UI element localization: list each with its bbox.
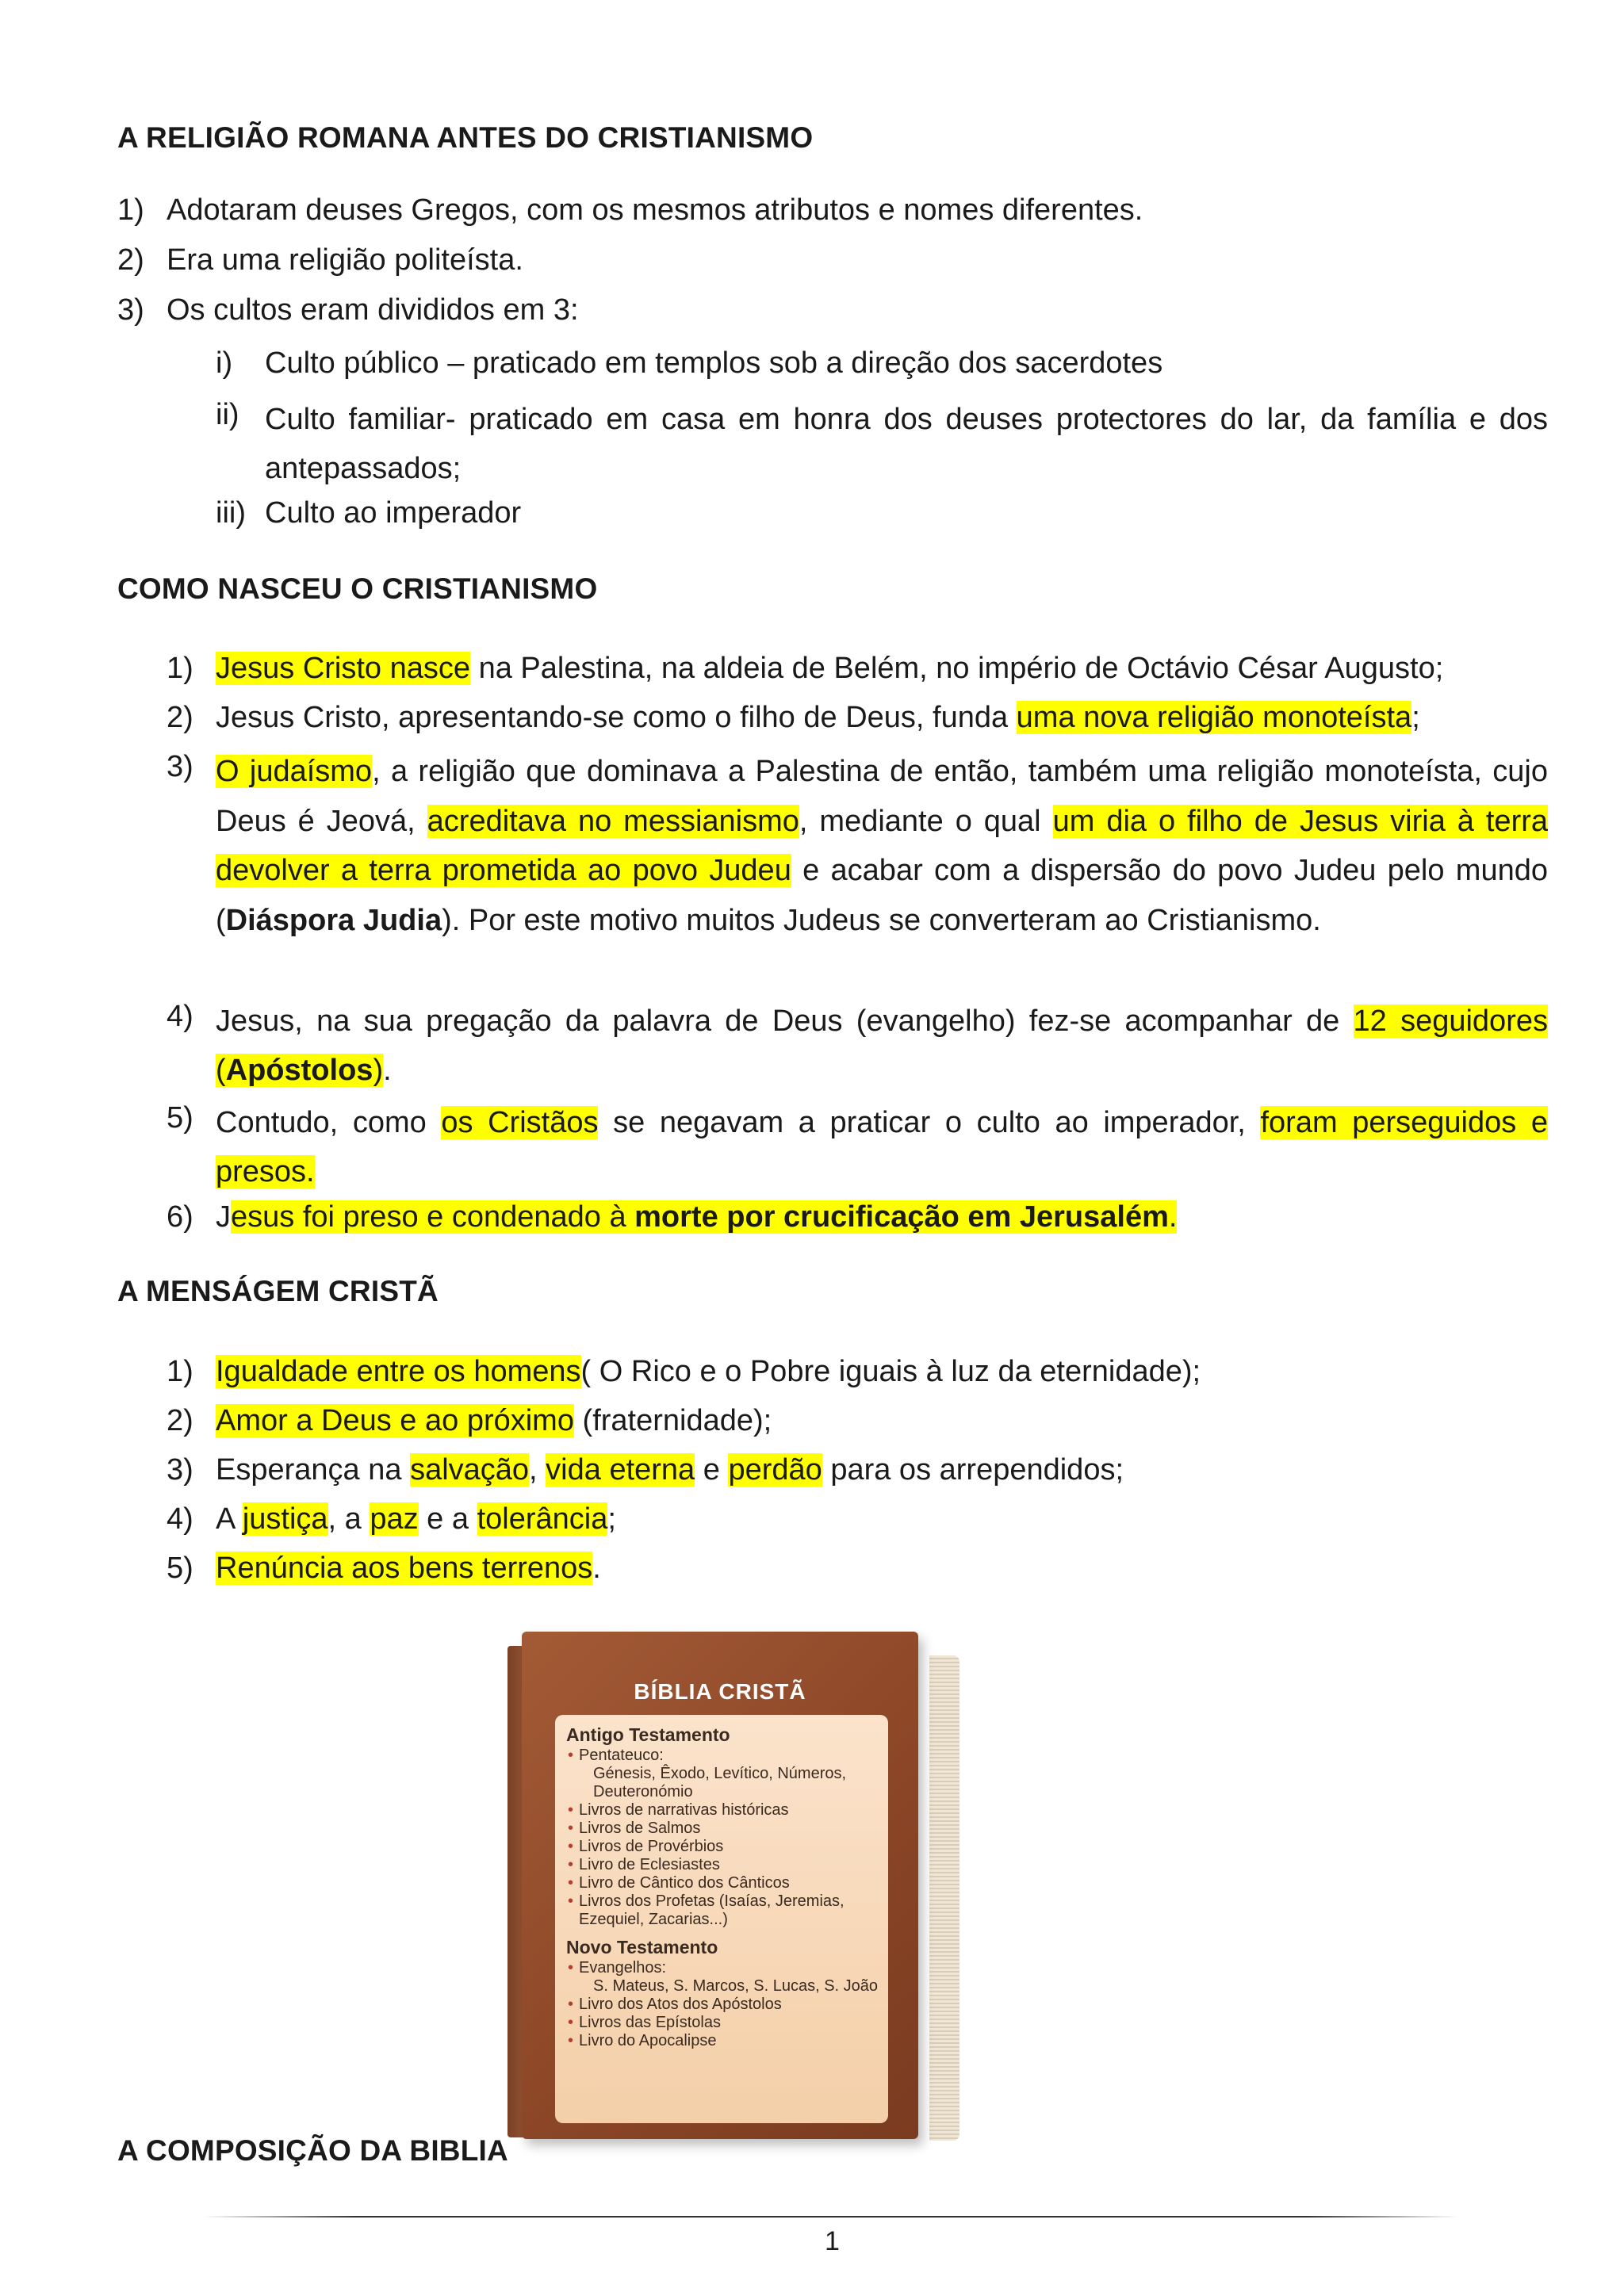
list-number: 1) xyxy=(117,193,144,227)
highlight: esus foi preso e condenado à morte por crucificação em Jerusalém. xyxy=(231,1200,1178,1234)
old-testament-heading: Antigo Testamento xyxy=(566,1724,730,1745)
book-pages xyxy=(929,1655,959,2141)
list-number: 4) xyxy=(167,1000,193,1033)
book-contents xyxy=(566,1723,883,2050)
list-number: 3) xyxy=(117,293,144,327)
book-item: • Evangelhos: xyxy=(566,1959,883,1977)
footer-divider xyxy=(205,2216,1457,2218)
list-item: Amor a Deus e ao próximo (fraternidade); xyxy=(216,1404,772,1437)
list-number: 6) xyxy=(167,1200,193,1234)
sublist-number: ii) xyxy=(216,398,239,431)
list-number: 2) xyxy=(167,1404,193,1437)
list-number: 3) xyxy=(167,750,193,783)
list-item: Jesus foi preso e condenado à morte por crucificação em Jerusalém. xyxy=(216,1200,1178,1234)
list-number: 5) xyxy=(167,1101,193,1135)
book-item: • Livros de Salmos xyxy=(566,1820,883,1838)
list-item: Adotaram deuses Gregos, com os mesmos atributos e nomes diferentes. xyxy=(167,193,1143,227)
book-item: • Livros dos Profetas (Isaías, Jeremias, Ezequiel, Zacarias...) xyxy=(566,1892,883,1929)
book-item: • Livro dos Atos dos Apóstolos xyxy=(566,1996,883,2014)
section-heading: A MENSÁGEM CRISTÃ xyxy=(117,1275,439,1307)
list-number: 5) xyxy=(167,1552,193,1585)
list-item: O judaísmo, a religião que dominava a Palestina de então, também uma religião monoteísta, cujo Deus é Jeová, acreditava no messianismo, mediante o qual um dia o filho de Jesus viria à terra devolver a terra prometida ao povo Judeu e acabar com a dispersão do povo Judeu pelo mundo (Diáspora Judia). Por este motivo muitos Judeus se converteram ao Cristianismo. xyxy=(216,755,1549,937)
highlight: acreditava no messianismo xyxy=(427,804,799,838)
book-cover xyxy=(522,1632,918,2139)
highlight: Renúncia aos bens terrenos xyxy=(216,1552,593,1585)
book-item: • Livro do Apocalipse xyxy=(566,2032,883,2050)
book-subitem: S. Mateus, S. Marcos, S. Lucas, S. João xyxy=(593,1977,879,1995)
list-item: Jesus, na sua pregação da palavra de Deus (evangelho) fez-se acompanhar de 12 seguidores (Apóstolos). xyxy=(216,1004,1548,1087)
list-number: 1) xyxy=(167,1355,193,1388)
highlight: uma nova religião monoteísta xyxy=(1016,701,1412,734)
book-item: • Livros de Provérbios xyxy=(566,1838,883,1856)
book-item: • Livros de narrativas históricas xyxy=(566,1801,883,1820)
list-number: 1) xyxy=(167,652,193,685)
sublist-item: Culto ao imperador xyxy=(265,496,522,530)
highlight: salvação xyxy=(410,1453,530,1487)
sublist-number: i) xyxy=(216,346,233,380)
highlight: vida eterna xyxy=(546,1453,695,1487)
highlight: paz xyxy=(370,1502,419,1536)
highlight: Igualdade entre os homens xyxy=(216,1355,581,1388)
highlight: O judaísmo xyxy=(216,755,373,788)
bible-illustration xyxy=(508,1632,959,2147)
list-item: Era uma religião politeísta. xyxy=(167,243,523,277)
book-item: • Livro de Cântico dos Cânticos xyxy=(566,1874,883,1892)
sublist-item: Culto público – praticado em templos sob a direção dos sacerdotes xyxy=(265,346,1163,380)
book-item: • Livro de Eclesiastes xyxy=(566,1856,883,1874)
list-item: Jesus Cristo, apresentando-se como o filho de Deus, funda uma nova religião monoteísta; xyxy=(216,701,1420,734)
list-item: Os cultos eram divididos em 3: xyxy=(167,293,579,327)
section-heading: A COMPOSIÇÃO DA BIBLIA xyxy=(117,2134,508,2167)
highlight: Jesus Cristo nasce xyxy=(216,652,471,685)
book-contents-panel xyxy=(555,1715,888,2123)
highlight: um dia o filho de Jesus viria à terra devolver a terra prometida ao povo Judeu xyxy=(216,804,1549,887)
list-item: Jesus Cristo nasce na Palestina, na aldeia de Belém, no império de Octávio César Augusto; xyxy=(216,652,1444,685)
highlight: 12 seguidores (Apóstolos) xyxy=(216,1004,1548,1087)
list-item: Igualdade entre os homens( O Rico e o Pobre iguais à luz da eternidade); xyxy=(216,1355,1201,1388)
book-subitem: Génesis, Êxodo, Levítico, Números, Deuteronómio xyxy=(593,1765,847,1800)
section-heading: COMO NASCEU O CRISTIANISMO xyxy=(117,572,598,605)
highlight: tolerância xyxy=(477,1502,608,1536)
new-testament-heading: Novo Testamento xyxy=(566,1937,718,1957)
highlight: foram perseguidos e presos. xyxy=(216,1106,1549,1188)
page-number: 1 xyxy=(825,2226,840,2256)
list-number: 4) xyxy=(167,1502,193,1536)
book-title: BÍBLIA CRISTÃ xyxy=(634,1679,806,1704)
list-number: 3) xyxy=(167,1453,193,1487)
list-item: A justiça, a paz e a tolerância; xyxy=(216,1502,616,1536)
list-number: 2) xyxy=(167,701,193,734)
highlight: justiça xyxy=(242,1502,328,1536)
highlight: Amor a Deus e ao próximo xyxy=(216,1404,574,1437)
highlight: perdão xyxy=(728,1453,822,1487)
list-item: Contudo, como os Cristãos se negavam a praticar o culto ao imperador, foram perseguidos e presos. xyxy=(216,1106,1549,1188)
highlight: os Cristãos xyxy=(441,1106,599,1139)
section-heading: A RELIGIÃO ROMANA ANTES DO CRISTIANISMO xyxy=(117,121,814,154)
list-item: Esperança na salvação, vida eterna e perdão para os arrependidos; xyxy=(216,1453,1124,1487)
list-item: Renúncia aos bens terrenos. xyxy=(216,1552,601,1585)
list-number: 2) xyxy=(117,243,144,277)
sublist-number: iii) xyxy=(216,496,246,530)
book-item: • Pentateuco: xyxy=(566,1747,883,1765)
book-item: • Livros das Epístolas xyxy=(566,2014,883,2032)
sublist-item: Culto familiar- praticado em casa em honra dos deuses protectores do lar, da família e dos antepassados; xyxy=(265,403,1548,485)
